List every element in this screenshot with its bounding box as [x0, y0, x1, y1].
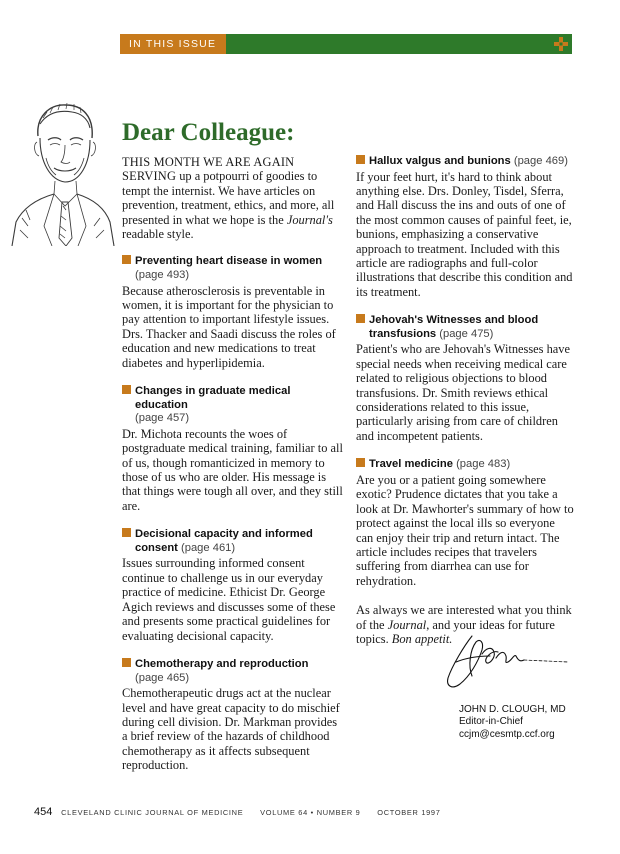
article-body: Dr. Michota recounts the woes of postgraduate medical training, familiar to all of us, though romanticized in memory to those of us who are older. His message is that things were tough all over, and they still are. — [122, 426, 343, 513]
article-summary — [122, 528, 344, 643]
page-footer — [34, 806, 441, 818]
page-number: 454 — [34, 806, 53, 818]
handwritten-signature — [442, 632, 570, 694]
journal-name: Journal — [387, 617, 427, 632]
intro-lead-caps: THIS MONTH WE ARE AGAIN SERVING — [122, 155, 295, 184]
article-title[interactable]: Travel medicine (page 483) — [356, 458, 574, 472]
article-title[interactable]: Hallux valgus and bunions (page 469) — [356, 155, 574, 169]
article-summary — [122, 385, 344, 513]
bullet-square-icon — [356, 155, 365, 164]
article-body: Because atherosclerosis is preventable in women, it is important for the physician to pay attention to important lifestyle issues. Drs. Thacker and Saadi discuss the roles of education and new medications to treat diabetes and hyperlipidemia. — [122, 283, 336, 370]
article-page-ref: (page 475) — [439, 327, 494, 340]
article-title[interactable]: Chemotherapy and reproduction (page 465) — [122, 658, 344, 685]
article-title[interactable]: Jehovah's Witnesses and blood transfusions (page 475) — [356, 314, 574, 341]
article-body: Issues surrounding informed consent continue to challenge us in our everyday practice of medicine. Ethicist Dr. George Agich reviews and discusses some of these and presents some practical guidelines for evaluating decisional capacity. — [122, 556, 336, 643]
journal-emblem-icon — [553, 36, 569, 52]
article-summary — [122, 255, 344, 370]
banner-label: IN THIS ISSUE — [120, 34, 226, 54]
signer-title: Editor-in-Chief — [459, 716, 523, 728]
journal-name: Journal's — [286, 212, 333, 227]
article-summary — [122, 658, 344, 773]
signoff: Bon appetit. — [391, 631, 453, 646]
volume-number: VOLUME 64 • NUMBER 9 — [260, 808, 361, 817]
bullet-square-icon — [122, 658, 131, 667]
bullet-square-icon — [356, 458, 365, 467]
article-page-ref: (page 461) — [181, 541, 236, 554]
closing-text: As always we are interested what you think of the — [356, 603, 572, 632]
article-body: If your feet hurt, it's hard to think about anything else. Drs. Donley, Tisdel, Sferra, and Hall discuss the ins and outs of one of the most common causes of painful feet, ie, bunions, emphasizing a conservative approach to treatment. Included with this article are radiographs and full-color illustrations that describe this condition and its treatment. — [356, 169, 573, 299]
article-page-ref: (page 483) — [456, 458, 511, 471]
signer-block — [459, 704, 566, 741]
issue-date: OCTOBER 1997 — [377, 808, 441, 817]
article-title[interactable]: Decisional capacity and informed consent (page 461) — [122, 528, 344, 555]
article-body: Patient's who are Jehovah's Witnesses have special needs when receiving medical care related to religious objections to blood transfusions. Dr. Smith reviews ethical considerations related to this issue, particularly arising from care of children and incompetent patients. — [356, 342, 570, 443]
article-title[interactable]: Changes in graduate medical education (page 457) — [122, 385, 344, 426]
article-summary — [356, 314, 574, 443]
bullet-square-icon — [122, 255, 131, 264]
left-column — [122, 155, 344, 788]
journal-title: CLEVELAND CLINIC JOURNAL OF MEDICINE — [61, 808, 244, 817]
letter-heading: Dear Colleague: — [122, 119, 295, 146]
bullet-square-icon — [122, 528, 131, 537]
intro-paragraph — [122, 155, 344, 241]
article-page-ref: (page 465) — [135, 671, 190, 684]
article-page-ref: (page 493) — [135, 269, 190, 282]
bullet-square-icon — [122, 385, 131, 394]
article-summary — [356, 458, 574, 588]
section-banner — [120, 34, 572, 54]
right-column — [356, 155, 574, 646]
article-page-ref: (page 457) — [135, 412, 190, 425]
bullet-square-icon — [356, 314, 365, 323]
intro-text: up a potpourri of goodies to tempt the internist. We have articles on prevention, treatment, ethics, and more, all presented in what we hope is the — [122, 169, 335, 227]
closing-text-mid: , and your ideas for future topics. — [356, 617, 555, 646]
article-summary — [356, 155, 574, 299]
article-title[interactable]: Preventing heart disease in women (page 493) — [122, 255, 344, 282]
signer-email[interactable]: ccjm@cesmtp.ccf.org — [459, 728, 555, 740]
intro-text-end: readable style. — [122, 227, 194, 242]
article-body: Chemotherapeutic drugs act at the nuclear level and have great capacity to do mischief during cell division. Dr. Markman provides a brief review of the hazards of childhood chemotherapy as it affects subsequent reproduction. — [122, 686, 340, 773]
signer-name: JOHN D. CLOUGH, MD — [459, 704, 566, 715]
editor-portrait-sketch — [10, 98, 116, 246]
article-page-ref: (page 469) — [513, 155, 568, 167]
article-body: Are you or a patient going somewhere exotic? Prudence dictates that you take a look at Dr. Mawhorter's summary of how to protect against the local ills so everyone can enjoy their trip and return intact. The article includes recipes that travelers suffering from diarrhea can use for rehydration. — [356, 472, 574, 588]
